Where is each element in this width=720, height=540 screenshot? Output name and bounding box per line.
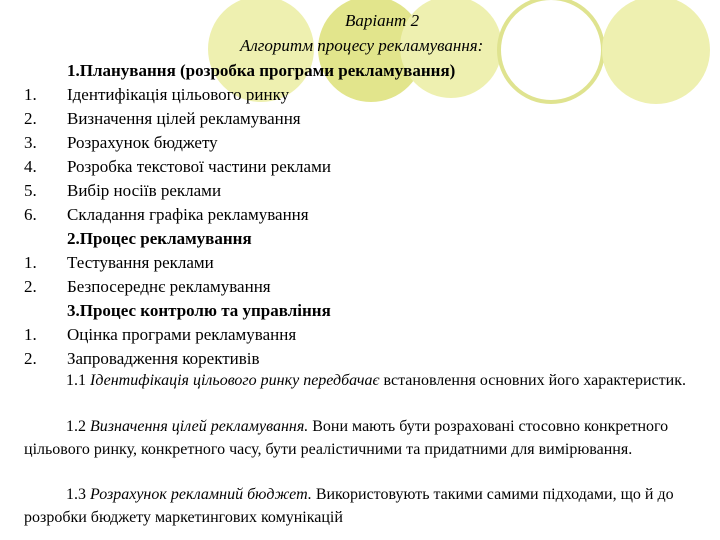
- list-item: Оцінка програми рекламування: [67, 325, 297, 344]
- list-item: Безпосереднє рекламування: [67, 277, 271, 296]
- item-number: 3.: [24, 133, 37, 152]
- item-number: 2.: [24, 349, 37, 368]
- item-number: 4.: [24, 157, 37, 176]
- list-item: Розрахунок бюджету: [67, 133, 218, 152]
- list-item: Складання графіка рекламування: [67, 205, 309, 224]
- document-title: Варіант 2: [345, 11, 420, 30]
- paragraph-1-1: 1.1 Ідентифікація цільового ринку передбачає встановлення основних його характеристик.: [66, 372, 686, 389]
- item-number: 1.: [24, 325, 37, 344]
- decor-ring: [497, 0, 605, 104]
- list-item: Ідентифікація цільового ринку: [67, 85, 290, 104]
- list-item: Запровадження корективів: [67, 349, 260, 368]
- section-heading-planning: 1.Планування (розробка програми рекламування): [67, 61, 456, 80]
- document-subtitle: Алгоритм процесу рекламування:: [240, 36, 484, 55]
- paragraph-1-3: 1.3 Розрахунок рекламний бюджет. Використовують такими самими підходами, що й до розробки бюджету маркетингових комунікацій: [24, 486, 674, 526]
- decor-circle-5: [602, 0, 710, 104]
- item-number: 6.: [24, 205, 37, 224]
- item-number: 2.: [24, 277, 37, 296]
- item-number: 1.: [24, 253, 37, 272]
- item-number: 1.: [24, 85, 37, 104]
- paragraph-1-2: 1.2 Визначення цілей рекламування. Вони мають бути розраховані стосовно конкретного цільового ринку, конкретного часу, бути реалістичними та придатними для вимірювання.: [24, 418, 669, 458]
- item-number: 2.: [24, 109, 37, 128]
- section-heading-control: 3.Процес контролю та управління: [67, 301, 331, 320]
- section-heading-process: 2.Процес рекламування: [67, 229, 252, 248]
- list-item: Тестування реклами: [67, 253, 214, 272]
- list-item: Вибір носіїв реклами: [67, 181, 222, 200]
- list-item: Визначення цілей рекламування: [67, 109, 301, 128]
- list-item: Розробка текстової частини реклами: [67, 157, 331, 176]
- item-number: 5.: [24, 181, 37, 200]
